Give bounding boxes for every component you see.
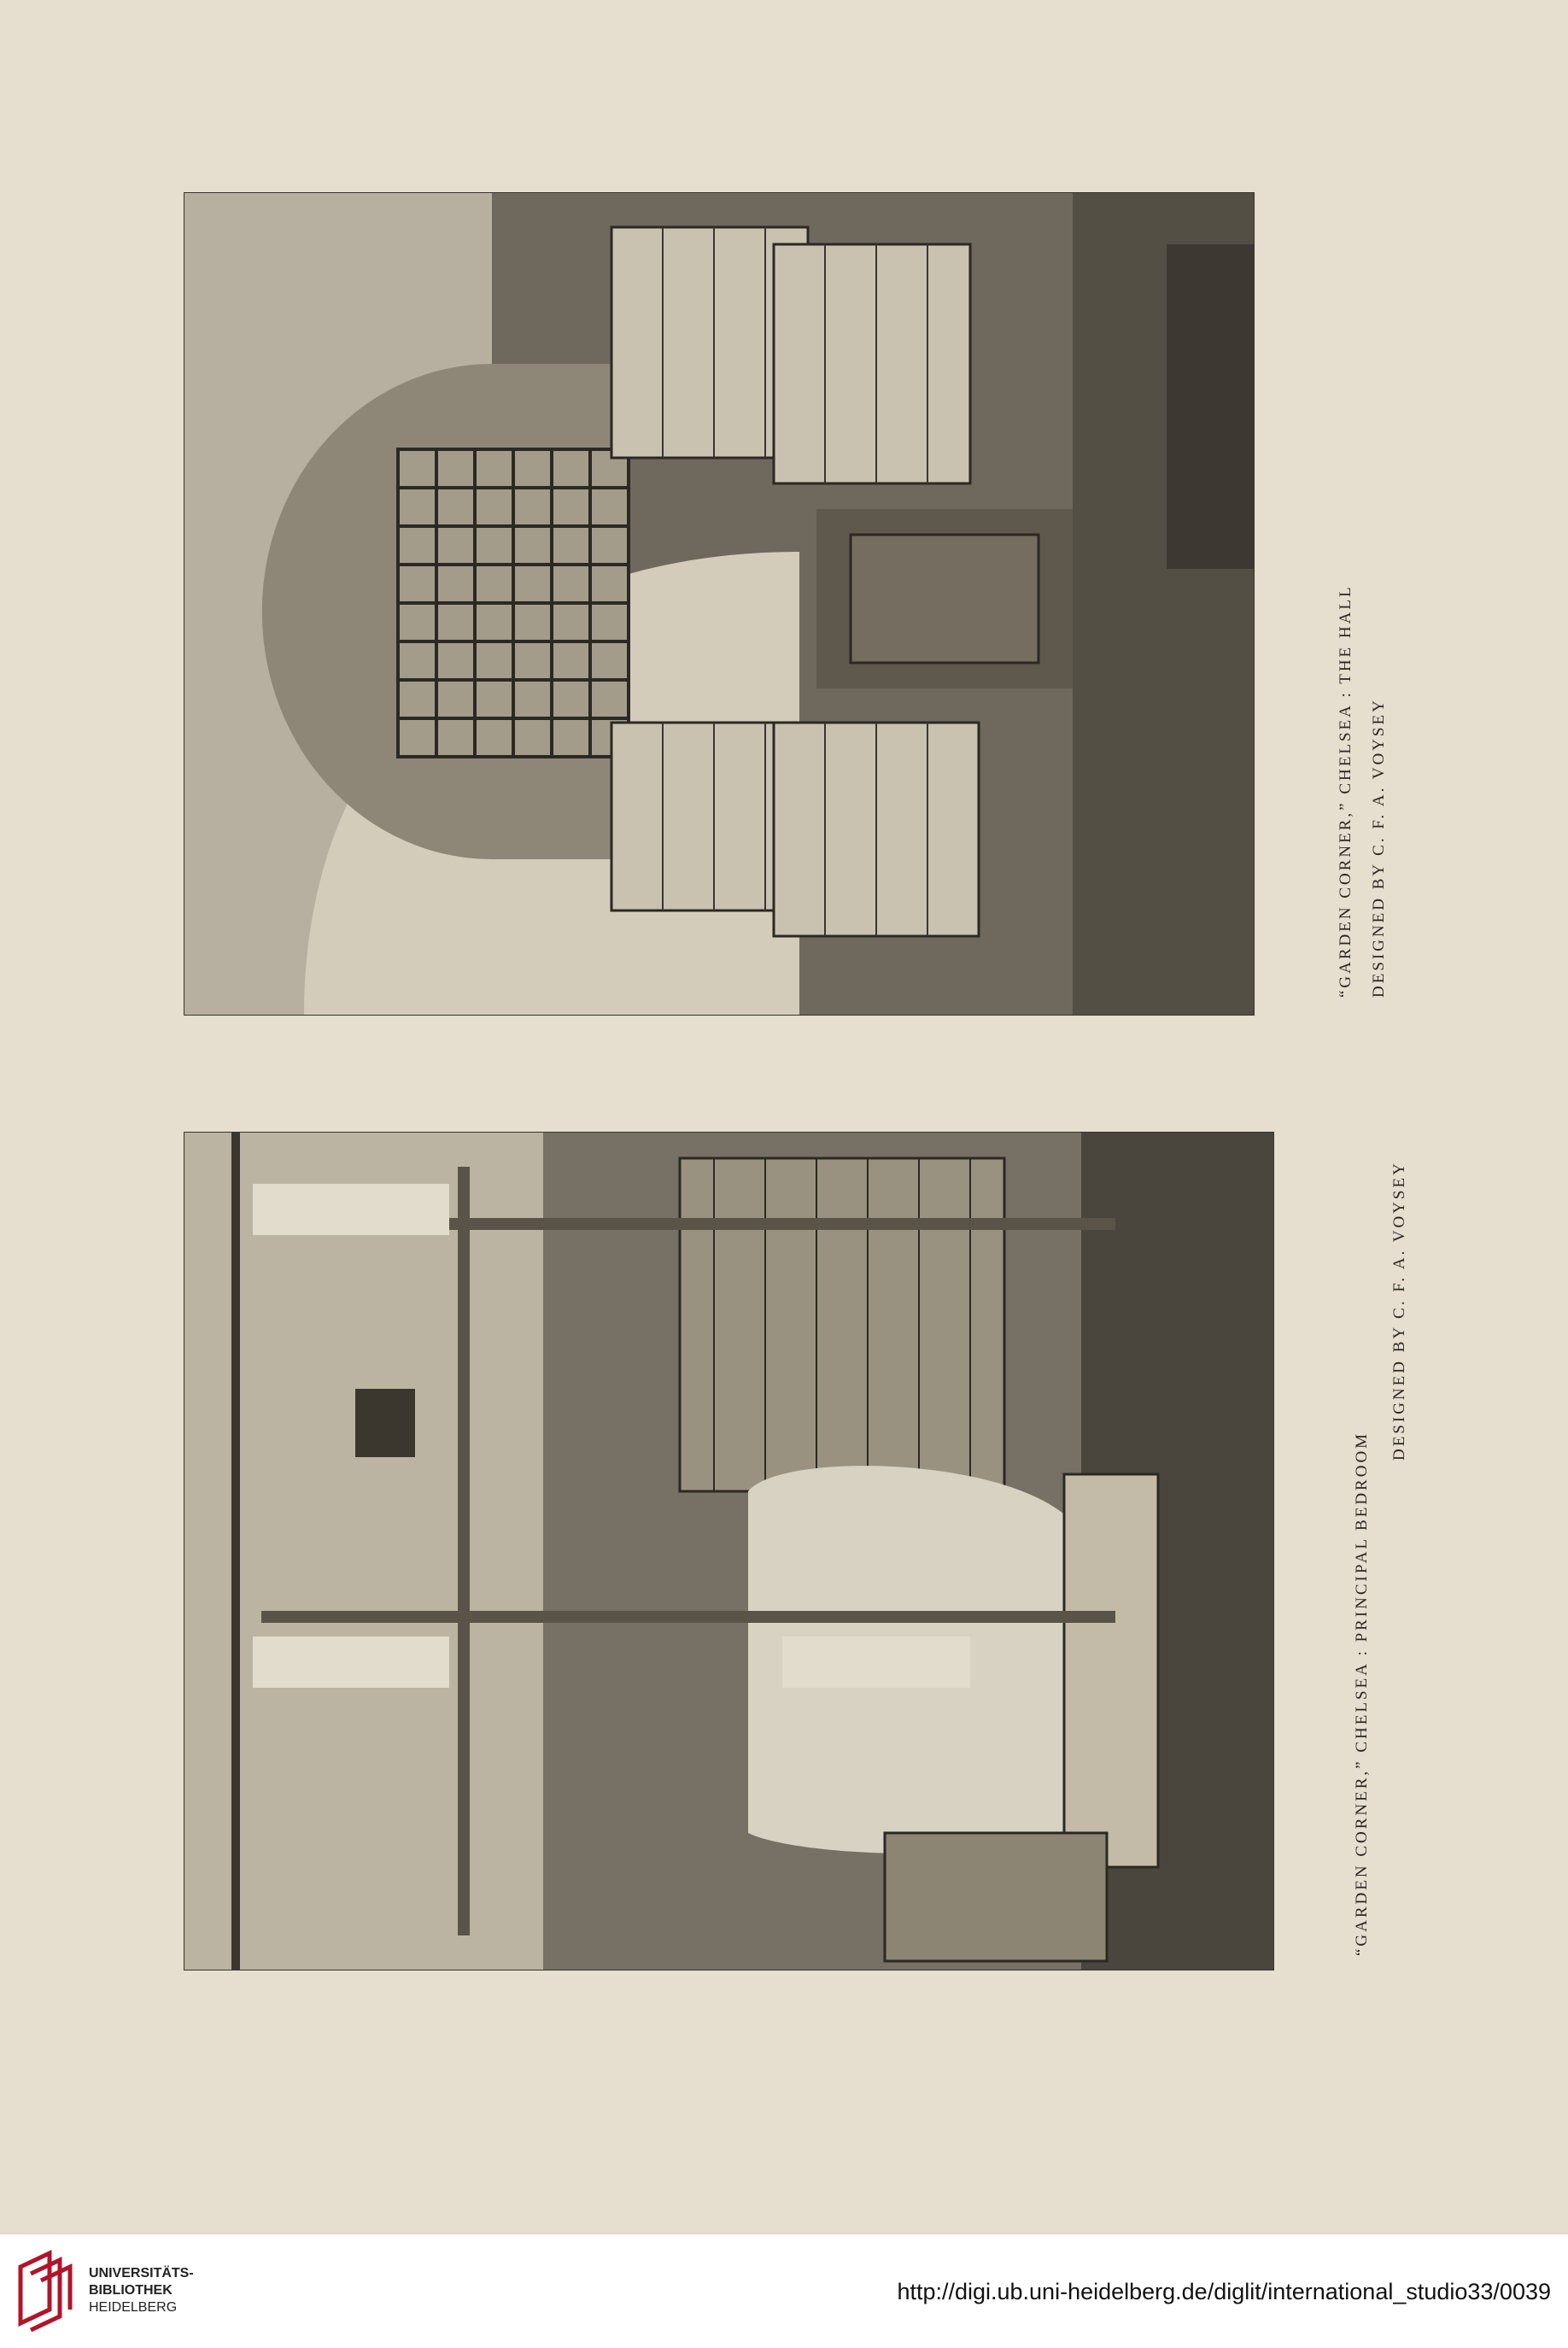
logo-line-1: UNIVERSITÄTS-	[89, 2266, 194, 2281]
logo-line-3: HEIDELBERG	[89, 2300, 178, 2315]
hall-caption-title: “GARDEN CORNER,” CHELSEA : THE HALL	[1337, 584, 1354, 998]
logo-line-2: BIBLIOTHEK	[89, 2283, 173, 2298]
permalink-url[interactable]: http://digi.ub.uni-heidelberg.de/diglit/international_studio33/0039	[897, 2279, 1551, 2304]
footer-bar	[0, 2234, 1568, 2348]
bedroom-caption-credit: DESIGNED BY C. F. A. VOYSEY	[1390, 1161, 1408, 1461]
library-logo-icon[interactable]	[15, 2250, 77, 2332]
hall-caption-credit: DESIGNED BY C. F. A. VOYSEY	[1370, 698, 1388, 998]
hall-photograph	[184, 192, 1255, 1016]
library-logo-text[interactable]	[89, 2265, 194, 2316]
bedroom-caption-title: “GARDEN CORNER,” CHELSEA : PRINCIPAL BEDROOM	[1353, 1431, 1371, 1956]
bedroom-photograph	[184, 1132, 1274, 1970]
